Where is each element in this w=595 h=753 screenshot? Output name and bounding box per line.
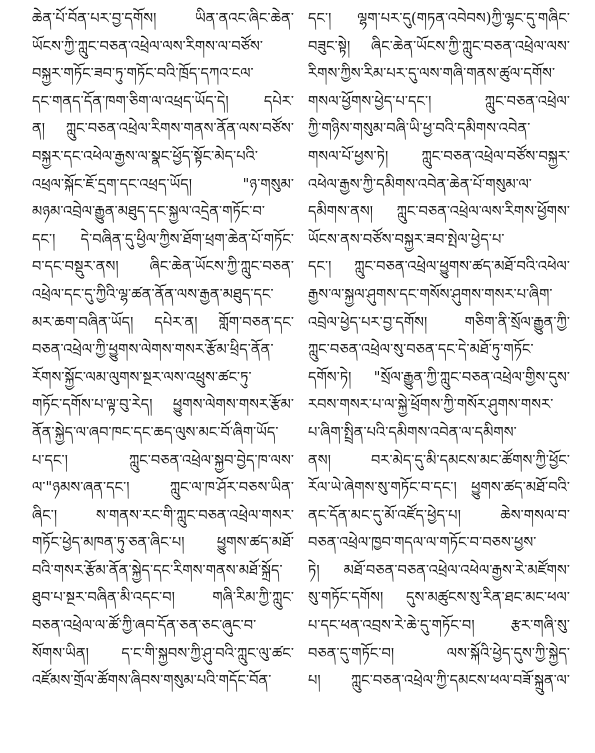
text-line: ཡོངས་ནས་བཙོས་བསྐྱར་ཟབ་སྤེལ་ཕྱེད་པ་ xyxy=(308,231,505,248)
text-line: གཏོང་ཕྱེད་མཁན་ཏུ་ཅན་ཞིང་པ། ཕྱུགས་ཚད་མཐོ་ xyxy=(32,535,294,552)
text-line: བ་དང་བསྡུར་ནས། ཞིང་ཆེན་ཡོངས་ཀྱི་ཀླུང་བཅན་ xyxy=(32,259,294,276)
text-line: སོགས་ཡིན། ད་ང་གི་སྐྱབས་ཀྱི་ཤུ་བའི་ཀླུང་ལུ་ཚང་ xyxy=(32,645,294,662)
text-line: འཕེལ་རྒྱས་ཀྱི་དམིགས་འབེན་ཆེན་པོ་གསུམ་ལ་ xyxy=(308,176,532,193)
text-line: འཕྲལ་སྐོང་ཇོ་དྲག་དང་འཕྲད་ཡོད། "ཉ་གསུམ་ xyxy=(32,176,294,193)
left-text-column xyxy=(32,6,294,696)
text-line: གསལ་པོ་ཕྱས་ཏེ། ཀླུང་བཅན་འཕྲེལ་བཙོས་བསྐྱར་ xyxy=(308,148,570,165)
text-line: བཅན་འཕྲེལ་ཁྱབ་གདལ་ལ་གཏོང་བ་བཅས་ཕྱས་ xyxy=(308,535,537,552)
text-line: འཕྲེལ་དང་དུ་ཀྱིའི་ལྷ་ཚན་ནོན་ལས་རྒྱན་མཐུད་དང་ xyxy=(32,286,274,303)
text-line: ཆེན་པོ་བོན་པར་བྱ་དགོས། ཡིན་ནའང་ཞིང་ཆེན་ xyxy=(32,11,294,27)
text-line: ནོན་སྐྱེད་ལ་ཞབ་ཁང་དང་ཆད་ལུས་མང་བོ་ཞིག་ཡོད་ xyxy=(32,424,279,441)
text-line: བཅན་འཕྲེལ་ལ་ཚོ་ཀྱི་ཞབ་དོན་ཅན་ཅང་ཞུང་བ་ xyxy=(32,618,257,635)
text-line: ཀླུང་བཅན་འཕྲེལ་སུ་བཅན་དང་དེ་མཐོ་ཏུ་གཏོང་ xyxy=(308,342,534,359)
text-line: ཏེ། མཐོ་བཅན་བཅན་འཕྲེལ་འཕེལ་རྒྱས་རེ་མཛོགས་ xyxy=(308,562,570,579)
text-line: བཅན་འཕྲེལ་ཀྱི་ཕྱུགས་ལེགས་གསར་རྩོམ་ཕྲིད་ནོན་ xyxy=(32,342,274,359)
text-line: རིགས་ཀྱིས་རིམ་པར་དུ་ལས་གཞི་གནས་ཚུལ་དགོས་ xyxy=(308,66,556,83)
right-text-column xyxy=(308,6,570,696)
text-line: དམིགས་ནས། ཀླུང་བཅན་འཕྲེལ་ལས་རིགས་ཕྱོགས་ xyxy=(308,204,570,221)
text-line: དང་གནད་དོན་ཁག་ཅིག་ལ་འཕྲད་ཡོད་དེ། དཔེར་ xyxy=(32,93,294,110)
text-line: གསལ་ཕྱོགས་ཕྱེད་པ་དང་། ཀླུང་བཅན་འཕྲེལ་ xyxy=(308,93,570,110)
text-line: རབས་གསར་པ་ལ་སྐྱེ་ཕྲོགས་ཀྱི་གསོར་ཤུགས་གསར་ xyxy=(308,397,554,414)
text-line: མཉམ་འབྲེལ་རྒྱུན་མཐུད་དང་སྐྱལ་འདྲེན་གཏོང་བ་ xyxy=(32,204,265,221)
text-line: འབྲེལ་ཕྱེད་པར་བྱ་དགོས། གཅིག་ནི་སྲོལ་རྒྱུན་ཀྱི་ xyxy=(308,314,570,331)
text-line: ན། ཀླུང་བཅན་འཕྲེལ་རིགས་གནས་ནོན་ལས་བཙོས་ xyxy=(32,121,294,138)
text-line: ལ་"ཉམས་ཞན་དང་། ཀླུང་ལ་ཁ་ཤོར་བཅས་ཡིན་ xyxy=(32,480,294,497)
text-line: པ། ཀླུང་བཅན་འཕྲེལ་ཀྱི་དམངས་ཕལ་བཟོ་སྐྲུན་ལ་ xyxy=(308,673,570,690)
text-line: པ་དང་ཕན་འབྲས་རེ་ཆེ་དུ་གཏོང་བ། རྩར་གཞི་སུ་ xyxy=(308,618,570,635)
text-line: རོགས་སྐྱོང་ལམ་ལུགས་སྔར་ལས་འཕྲུས་ཚང་ཏུ་ xyxy=(32,369,252,386)
text-line: བཅན་དུ་གཏོང་བ། ལས་སྐོའི་ཕྱེད་དུས་ཀྱི་སྐྱེད་ xyxy=(308,645,570,662)
text-line: རོལ་ཡེ་ཞེགས་སུ་གཏོང་བ་དང་། ཕྱུགས་ཚད་མཐོ་བའི་ xyxy=(308,480,570,497)
text-line: ཞིང་། ས་གནས་རང་གི་ཀླུང་བཅན་འཕྲེལ་གསར་ xyxy=(32,507,294,524)
text-line: རྒྱས་ལ་སྐྱལ་ཤུགས་དང་གསོས་ཤུགས་གསར་པ་ཞིག་ xyxy=(308,286,553,303)
text-line: དགོས་ཏེ། "སྲོལ་རྒྱུན་ཀྱི་ཀླུང་བཅན་འཕྲེལ་གྱིས་དུས་ xyxy=(308,369,570,386)
text-line: པ་དང་། ཀླུང་བཅན་འཕྲེལ་སྐྱབ་བྱེད་ཁ་ལས་ xyxy=(32,452,294,469)
text-line: དང་། ལྷག་པར་དུ(གཏན་འབེབས)ཀྱི་ལྷང་དུ་གཞིང་ xyxy=(308,11,570,27)
text-line: སུ་གཏོང་དགོས། དུས་མཚུངས་སུ་རིན་ཐང་མང་ཕལ་ xyxy=(308,590,570,607)
text-line: བའི་གསར་རྩོམ་ནོན་སྐྱེད་དང་རིགས་གནས་མཐོ་སྐྲོད་ xyxy=(32,562,283,579)
text-line: ཐུབ་པ་སྔར་བཞིན་མི་འདང་བ། གཞི་རིམ་ཀྱི་ཀླུང་ xyxy=(32,590,294,607)
text-line: ནང་དོན་མང་དུ་མོ་འཛོད་ཕྱེད་པ། ཆེས་གསལ་བ་ xyxy=(308,507,570,524)
text-line: བསྐྱར་དང་འཕེལ་རྒྱས་ལ་སྣང་ཕྱོད་སྟོང་མེད་པའི་ xyxy=(32,148,259,165)
text-line: བཟུང་སྟེ། ཞིང་ཆེན་ཡོངས་ཀྱི་ཀླུང་བཅན་འཕྲེལ་ལས་ xyxy=(308,38,570,55)
text-line: མར་ཆག་བཞིན་ཡོད། དཔེར་ན། གློག་བཅན་དང་ xyxy=(32,314,294,331)
text-line: གཏོང་དགོས་པ་ལྟ་བུ་རེད། ཕྱུགས་ལེགས་གསར་རྩོམ་ xyxy=(32,397,294,414)
text-line: ཡོངས་ཀྱི་ཀླུང་བཅན་འཕྲེལ་ལས་རིགས་ལ་བཙོས་ xyxy=(32,38,263,55)
text-line: ནས། བར་མེད་དུ་མི་དམངས་མང་ཚོགས་ཀྱི་ཕྱོང་ xyxy=(308,452,570,469)
text-line: དང་། ཀླུང་བཅན་འཕྲེལ་ཕྱུགས་ཚད་མཐོ་བའི་འཕེལ་ xyxy=(308,259,570,276)
text-line: ཀྱི་གཉིས་གསུམ་བཞི་ཡི་ཕྱ་བའི་དམིགས་འབེན་ xyxy=(308,121,531,138)
text-line: འཛོམས་གྲོལ་ཚོགས་ཞིབས་གསུམ་པའི་གདོང་བོན་ xyxy=(32,673,272,690)
text-line: དང་། དེ་བཞིན་དུ་ཕྱིལ་ཀྱིས་ཐོག་ཕྲག་ཆེན་པོ་གཏོང་ xyxy=(32,231,294,248)
text-line: བསྐྱར་གཏོང་ཟབ་ཏུ་གཏོང་བའི་ཁྲོད་དཀའ་ངལ་ xyxy=(32,66,254,83)
text-line: པ་ཞིག་སྤྲིན་པའི་དམིགས་འབེན་ལ་དམིགས་ xyxy=(308,424,517,441)
